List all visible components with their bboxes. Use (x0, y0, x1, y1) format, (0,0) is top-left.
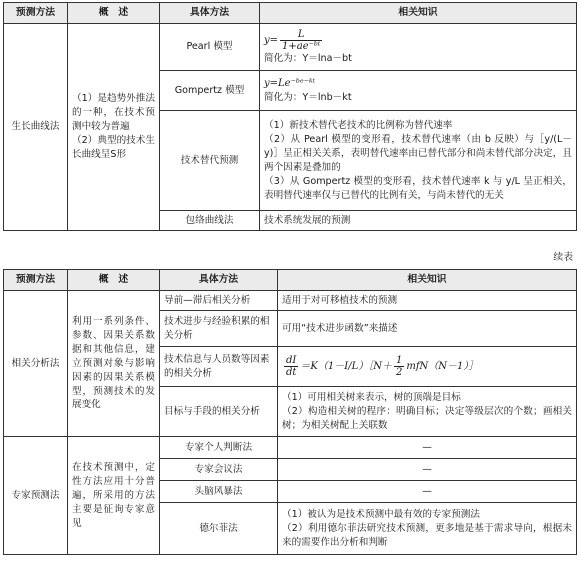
table-header-row (4, 3, 577, 24)
method-cell: 相关分析法 (4, 291, 68, 437)
header-method: 预测方法 (4, 270, 68, 291)
specific-cell: Gompertz 模型 (160, 71, 260, 111)
specific-cell: 技术替代预测 (160, 111, 260, 211)
summary-cell: 在技术预测中，定性方法应用十分普遍，所采用的方法主要是征询专家意见 (68, 437, 160, 555)
continued-label: 续表 (553, 252, 573, 263)
header-summary: 概 述 (68, 3, 160, 24)
header-specific: 具体方法 (160, 270, 278, 291)
knowledge-item: （3）从 Gompertz 模型的变形看，技术替代速率 k 与 y/L 呈正相关，表明替代速率仅与已替代的比例有关，与尚未替代的无关 (264, 175, 572, 201)
fraction: $\frac{1}{2}$ (395, 355, 403, 379)
specific-cell: 专家个人判断法 (160, 437, 278, 459)
knowledge-cell (278, 387, 577, 437)
specific-cell: 头脑风暴法 (160, 481, 278, 503)
knowledge-item: （2）构造相关树的程序：明确目标；决定等级层次的个数；画相关树；为相关树配上关联数 (282, 405, 572, 431)
header-knowledge: 相关知识 (278, 270, 577, 291)
specific-cell: 目标与手段的相关分析 (160, 387, 278, 437)
summary-cell (68, 24, 160, 231)
knowledge-cell: 适用于对可移植技术的预测 (278, 291, 577, 311)
fraction: $\frac{L}{\text{1+ae⁻ᵇᵗ}}$ (282, 28, 321, 52)
knowledge-cell (260, 111, 577, 211)
table-row (4, 291, 577, 311)
specific-cell: 包络曲线法 (160, 211, 260, 231)
knowledge-cell: — (278, 437, 577, 459)
header-specific: 具体方法 (160, 3, 260, 24)
knowledge-cell: — (278, 459, 577, 481)
pearl-formula: y= $\frac{L}{\text{1+ae⁻ᵇᵗ}}$ (264, 28, 321, 52)
knowledge-cell (278, 503, 577, 555)
knowledge-cell: 技术系统发展的预测 (260, 211, 577, 231)
specific-cell: 德尔菲法 (160, 503, 278, 555)
knowledge-cell: 可用“技术进步函数”来描述 (278, 311, 577, 347)
table-header-row (4, 270, 577, 291)
knowledge-item: （2）从 Pearl 模型的变形看，技术替代速率（由 b 反映）与［y/(L－y)］呈正相关关系，表明替代速率由已替代部分和尚未替代部分决定，且两个因素是叠加的 (264, 133, 572, 173)
growth-curve-table (3, 2, 577, 231)
knowledge-item: （2）利用德尔菲法研究技术预测，更多地是基于需求导向，根据未来的需要作出分析和判断 (282, 522, 572, 548)
simplify-text: 简化为：Y＝lna－bt (264, 52, 352, 64)
simplify-text: 简化为：Y＝lnb－kt (264, 92, 352, 103)
method-cell: 专家预测法 (4, 437, 68, 555)
specific-cell: 专家会议法 (160, 459, 278, 481)
summary-item: （2）典型的技术生长曲线呈S形 (72, 135, 155, 161)
header-method: 预测方法 (4, 3, 68, 24)
fraction: $\frac{dI}{dt}$ (286, 355, 297, 379)
specific-cell: 导前—滞后相关分析 (160, 291, 278, 311)
header-summary: 概 述 (68, 270, 160, 291)
table-row (4, 437, 577, 459)
method-cell: 生长曲线法 (4, 24, 68, 231)
correlation-expert-table (3, 269, 577, 555)
gompertz-formula: y=Le⁻ᵇᵉ⁻ᵏᵗ (264, 77, 316, 89)
specific-cell: Pearl 模型 (160, 24, 260, 71)
summary-cell: 利用一系列条件、参数、因果关系数据和其他信息，建立预测对象与影响因素的因果关系模型，预测技术的发展变化 (68, 291, 160, 437)
table-row (4, 24, 577, 71)
header-knowledge: 相关知识 (260, 3, 577, 24)
knowledge-formula-cell: $\frac{dI}{dt}$ ＝K（1－I/L）［N＋ $\frac{1}{2}$ mfN（N－1）］ (278, 347, 577, 387)
knowledge-cell: — (278, 481, 577, 503)
summary-item: （1）是趋势外推法的一种，在技术预测中较为普遍 (72, 93, 155, 133)
knowledge-cell (260, 71, 577, 111)
knowledge-item: （1）被认为是技术预测中最有效的专家预测法 (282, 508, 480, 520)
knowledge-item: （1）可用相关树来表示，树的顶端是目标 (282, 391, 461, 403)
specific-cell: 技术信息与人员数等因素的相关分析 (160, 347, 278, 387)
knowledge-cell (260, 24, 577, 71)
knowledge-item: （1）新技术替代老技术的比例称为替代速率 (264, 119, 453, 131)
specific-cell: 技术进步与经验积累的相关分析 (160, 311, 278, 347)
